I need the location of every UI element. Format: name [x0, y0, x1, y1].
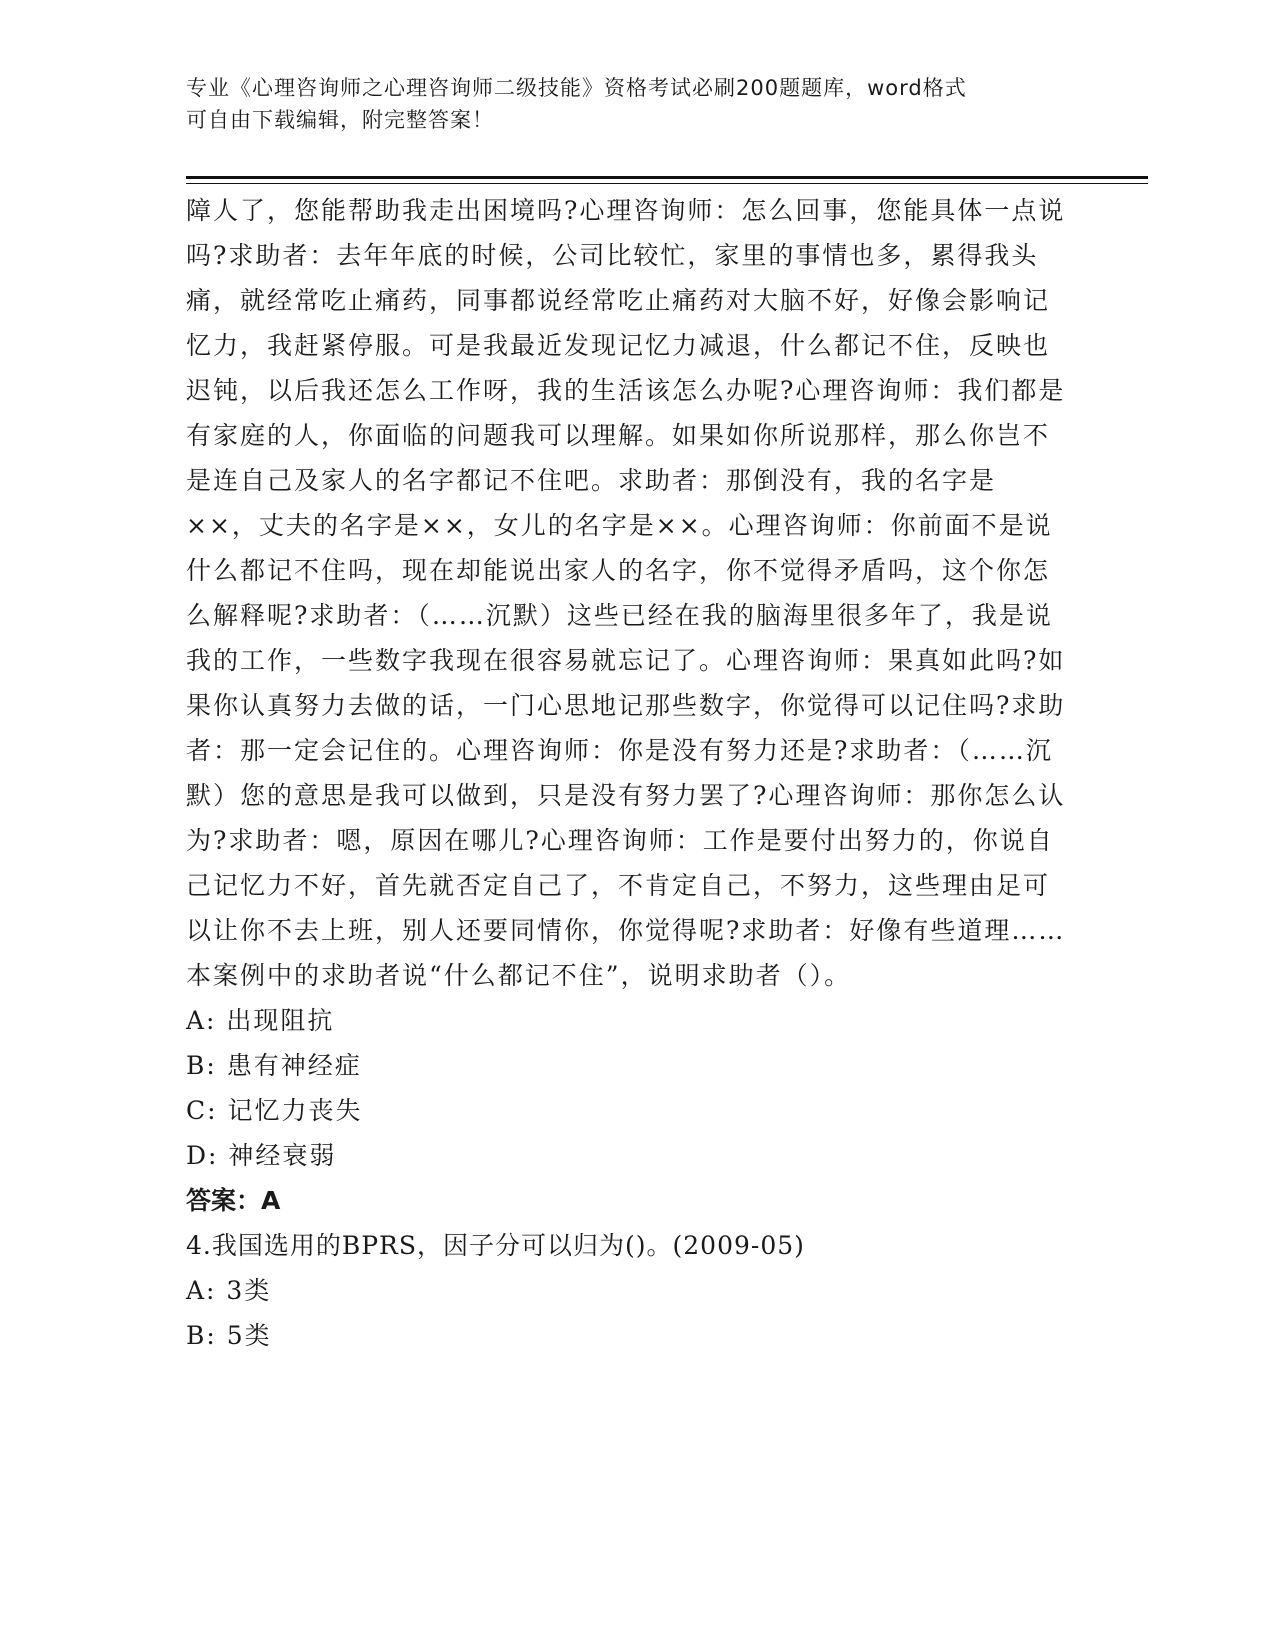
question-3-answer: 答案：A [186, 1186, 281, 1215]
header-divider-thick [186, 176, 1148, 179]
header-line-1: 专业《心理咨询师之心理咨询师二级技能》资格考试必刷200题题库，word格式 [186, 76, 967, 100]
header-line-2: 可自由下载编辑，附完整答案！ [186, 108, 494, 132]
question-3-option-d: D: 神经衰弱 [186, 1141, 337, 1170]
document-body [186, 188, 1066, 1358]
question-3-option-c: C: 记忆力丧失 [186, 1096, 363, 1125]
question-4-option-a: A: 3类 [186, 1276, 272, 1305]
question-4-option-b: B: 5类 [186, 1321, 272, 1350]
document-header [186, 72, 1066, 136]
question-3-option-b: B: 患有神经症 [186, 1051, 362, 1080]
header-divider-thin [186, 183, 1148, 184]
question-3-passage: 障人了，您能帮助我走出困境吗?心理咨询师：怎么回事，您能具体一点说吗?求助者：去年年底的时候，公司比较忙，家里的事情也多，累得我头痛，就经常吃止痛药，同事都说经常吃止痛药对大脑不好，好像会影响记忆力，我赶紧停服。可是我最近发现记忆力减退，什么都记不住，反映也迟钝，以后我还怎么工作呀，我的生活该怎么办呢?心理咨询师：我们都是有家庭的人，你面临的问题我可以理解。如果如你所说那样，那么你岂不是连自己及家人的名字都记不住吧。求助者：那倒没有，我的名字是××，丈夫的名字是××，女儿的名字是××。心理咨询师：你前面不是说什么都记不住吗，现在却能说出家人的名字，你不觉得矛盾吗，这个你怎么解释呢?求助者：（……沉默）这些已经在我的脑海里很多年了，我是说我的工作，一些数字我现在很容易就忘记了。心理咨询师：果真如此吗?如果你认真努力去做的话，一门心思地记那些数字，你觉得可以记住吗?求助者：那一定会记住的。心理咨询师：你是没有努力还是?求助者：（……沉默）您的意思是我可以做到，只是没有努力罢了?心理咨询师：那你怎么认为?求助者：嗯，原因在哪儿?心理咨询师：工作是要付出努力的，你说自己记忆力不好，首先就否定自己了，不肯定自己，不努力，这些理由足可以让你不去上班，别人还要同情你，你觉得呢?求助者：好像有些道理……本案例中的求助者说“什么都记不住”，说明求助者（）。 [186, 196, 1066, 990]
question-4-stem: 4.我国选用的BPRS，因子分可以归为()。(2009-05) [186, 1231, 805, 1260]
question-3-option-a: A: 出现阻抗 [186, 1006, 335, 1035]
